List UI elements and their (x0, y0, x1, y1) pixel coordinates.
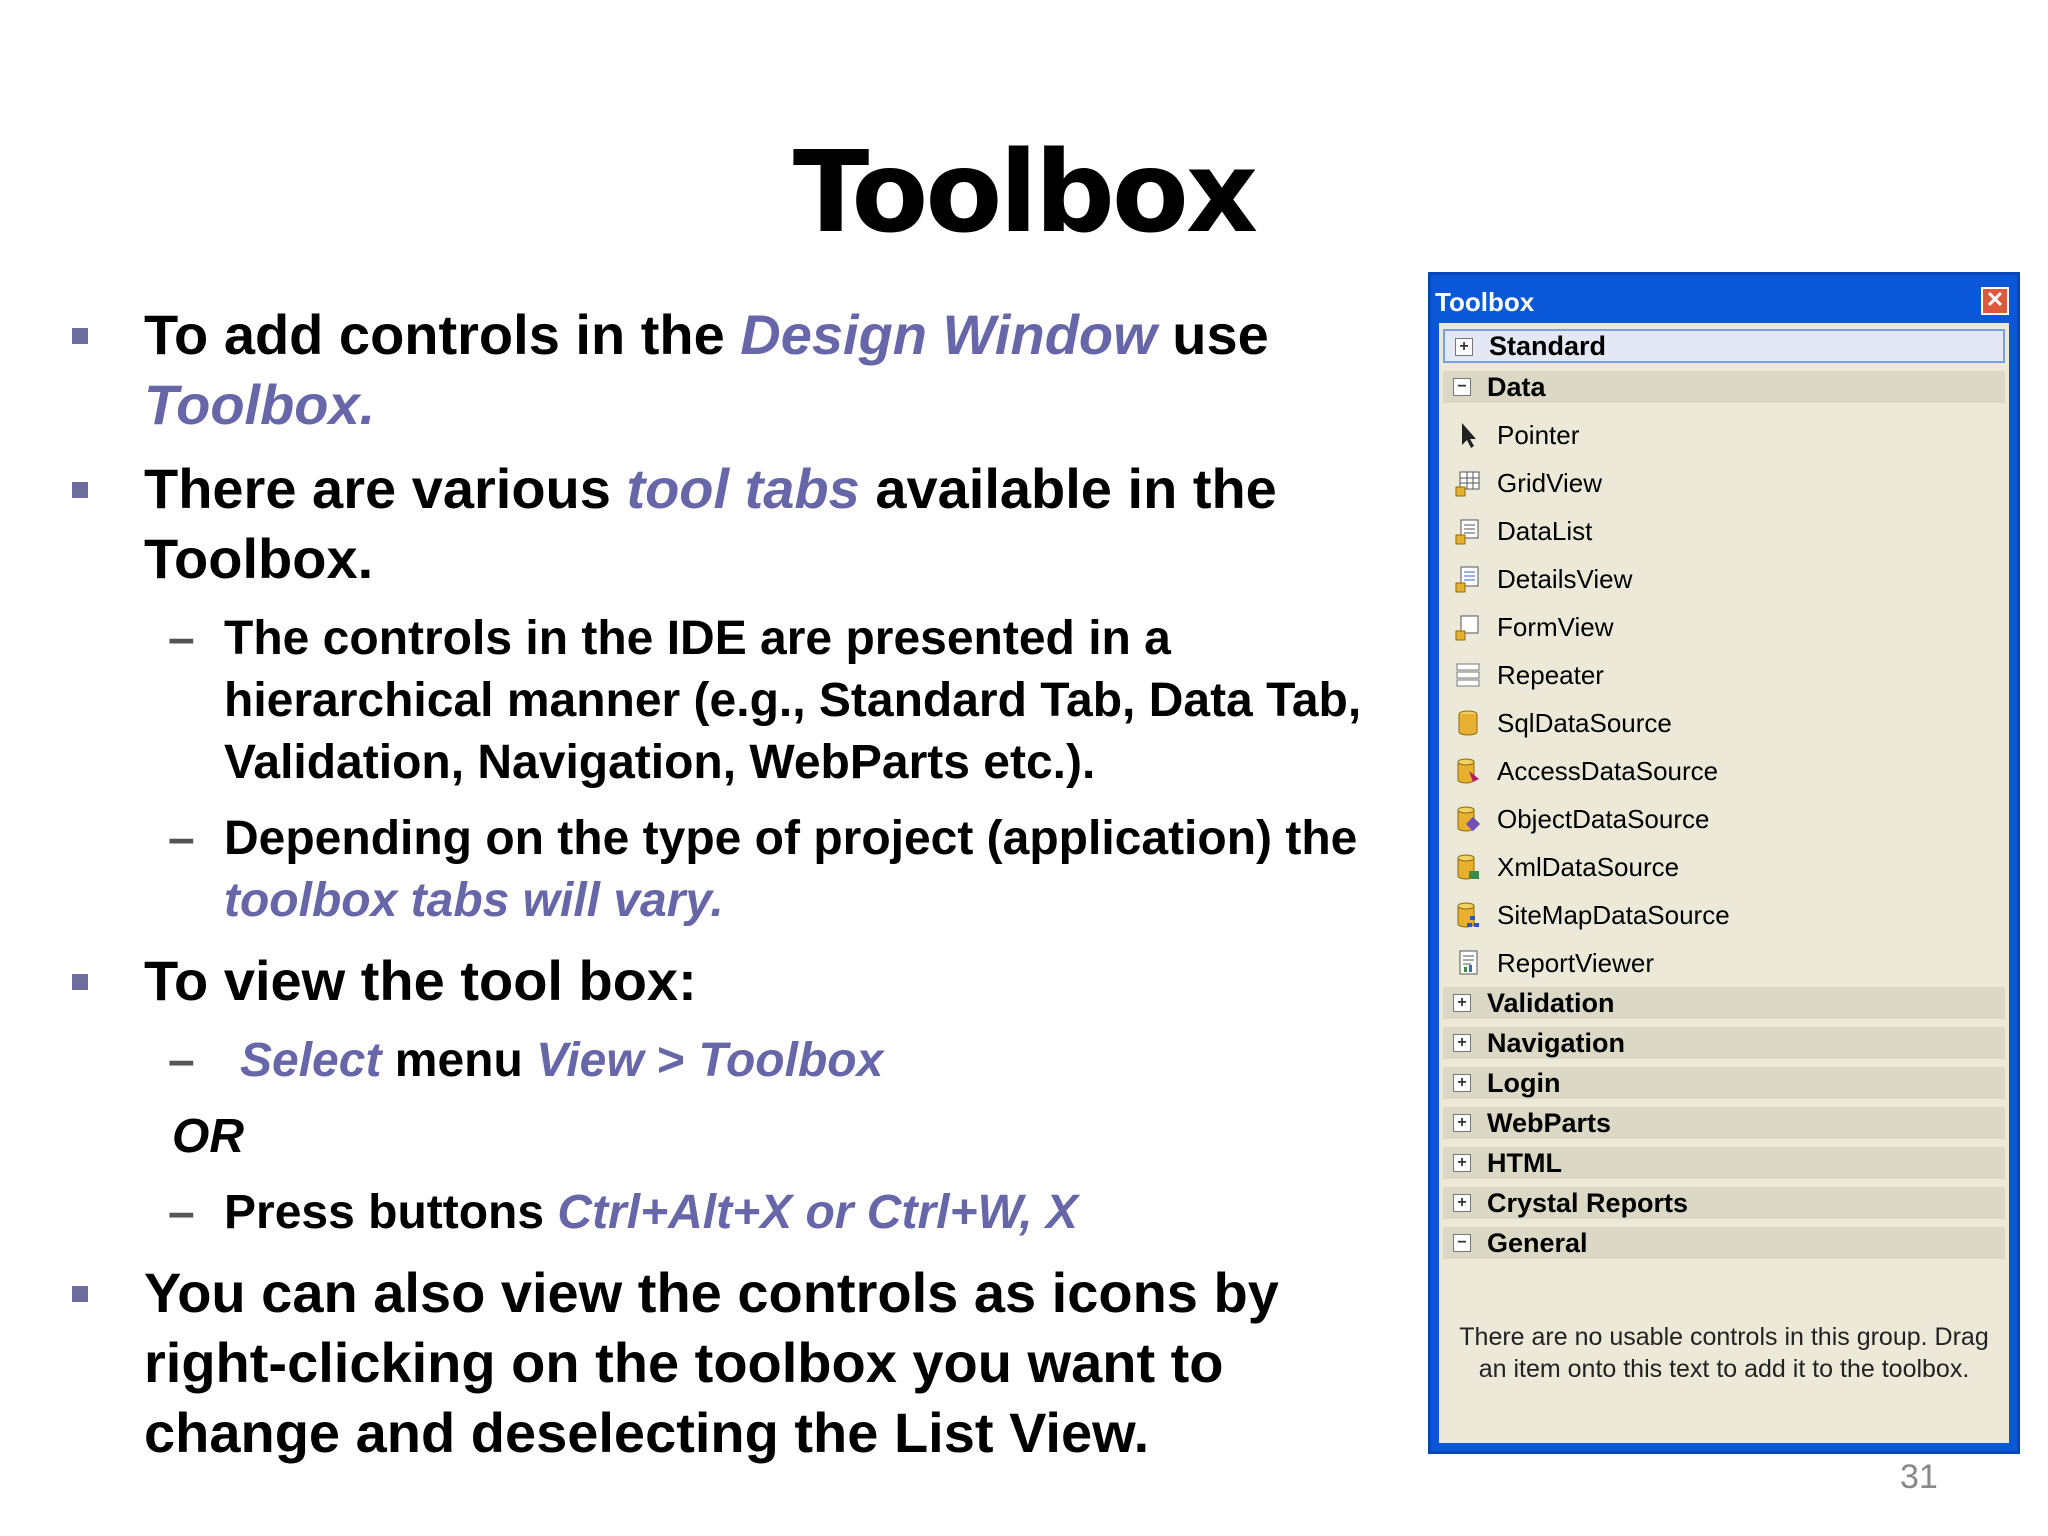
expand-icon[interactable]: + (1453, 1114, 1471, 1132)
toolbox-item-gridview[interactable]: GridView (1439, 459, 2009, 507)
bullet-marker (72, 1286, 88, 1302)
toolbox-window (1428, 272, 2020, 1454)
gridview-icon (1455, 469, 1481, 497)
sitemap-database-icon (1455, 901, 1481, 929)
expand-icon[interactable]: + (1453, 1034, 1471, 1052)
bullet-tool-tabs: There are various tool tabs available in the Toolbox. (64, 454, 1364, 594)
sub-bullet-project-type: – Depending on the type of project (application) the toolbox tabs will vary. (168, 812, 1358, 927)
report-icon (1455, 949, 1481, 977)
or-label: OR (172, 1110, 244, 1163)
group-data[interactable]: − Data (1443, 371, 2005, 403)
bullet-design-window: To add controls in the Design Window use Toolbox. (64, 300, 1364, 440)
bullet-view-toolbox: To view the tool box: (64, 946, 1364, 1016)
slide-content (64, 300, 1364, 1482)
group-html[interactable]: + HTML (1443, 1147, 2005, 1179)
bullet-marker (72, 974, 88, 990)
datalist-icon (1455, 517, 1481, 545)
toolbox-item-objectdatasource[interactable]: ObjectDataSource (1439, 795, 2009, 843)
repeater-icon (1455, 661, 1481, 689)
bullet-marker (72, 482, 88, 498)
group-navigation[interactable]: + Navigation (1443, 1027, 2005, 1059)
expand-icon[interactable]: + (1453, 1154, 1471, 1172)
toolbox-item-pointer[interactable]: Pointer (1439, 411, 2009, 459)
general-empty-message: There are no usable controls in this group. Drag an item onto this text to add it to the toolbox. (1459, 1323, 1989, 1383)
pointer-icon (1455, 421, 1481, 449)
expand-icon[interactable]: + (1455, 338, 1473, 356)
toolbox-item-formview[interactable]: FormView (1439, 603, 2009, 651)
toolbox-item-accessdatasource[interactable]: AccessDataSource (1439, 747, 2009, 795)
toolbox-item-detailsview[interactable]: DetailsView (1439, 555, 2009, 603)
toolbox-title: Toolbox (1435, 287, 1535, 317)
group-general[interactable]: − General (1443, 1227, 2005, 1259)
toolbox-item-sqldatasource[interactable]: SqlDataSource (1439, 699, 2009, 747)
bullet-icon-view: You can also view the controls as icons by right-clicking on the toolbox you want to change and deselecting the List View. (64, 1258, 1364, 1468)
expand-icon[interactable]: + (1453, 1074, 1471, 1092)
toolbox-item-reportviewer[interactable]: ReportViewer (1439, 939, 2009, 987)
expand-icon[interactable]: + (1453, 1194, 1471, 1212)
detailsview-icon (1455, 565, 1481, 593)
expand-icon[interactable]: + (1453, 994, 1471, 1012)
sub-bullet-hierarchy: – The controls in the IDE are presented in a hierarchical manner (e.g., Standard Tab, Data Tab, Validation, Navigation, WebParts etc.). (168, 612, 1362, 789)
page-number: 31 (1900, 1458, 1938, 1496)
object-database-icon (1455, 805, 1481, 833)
group-validation[interactable]: + Validation (1443, 987, 2005, 1019)
sub-bullet-menu-path: – Select menu View > Toolbox (168, 1034, 884, 1087)
group-login[interactable]: + Login (1443, 1067, 2005, 1099)
bullet-marker (72, 328, 88, 344)
formview-icon (1455, 613, 1481, 641)
group-standard[interactable]: + Standard (1443, 329, 2005, 363)
access-database-icon (1455, 757, 1481, 785)
slide-title: Toolbox (792, 128, 1256, 258)
xml-database-icon (1455, 853, 1481, 881)
group-webparts[interactable]: + WebParts (1443, 1107, 2005, 1139)
sub-bullet-shortcut: – Press buttons Ctrl+Alt+X or Ctrl+W, X (168, 1186, 1078, 1239)
collapse-icon[interactable]: − (1453, 378, 1471, 396)
toolbox-body (1439, 323, 2009, 1443)
close-icon[interactable]: ✕ (1981, 287, 2009, 315)
group-crystal-reports[interactable]: + Crystal Reports (1443, 1187, 2005, 1219)
toolbox-item-sitemapdatasource[interactable]: SiteMapDataSource (1439, 891, 2009, 939)
collapse-icon[interactable]: − (1453, 1234, 1471, 1252)
toolbox-item-repeater[interactable]: Repeater (1439, 651, 2009, 699)
toolbox-item-xmldatasource[interactable]: XmlDataSource (1439, 843, 2009, 891)
toolbox-item-datalist[interactable]: DataList (1439, 507, 2009, 555)
database-icon (1455, 709, 1481, 737)
